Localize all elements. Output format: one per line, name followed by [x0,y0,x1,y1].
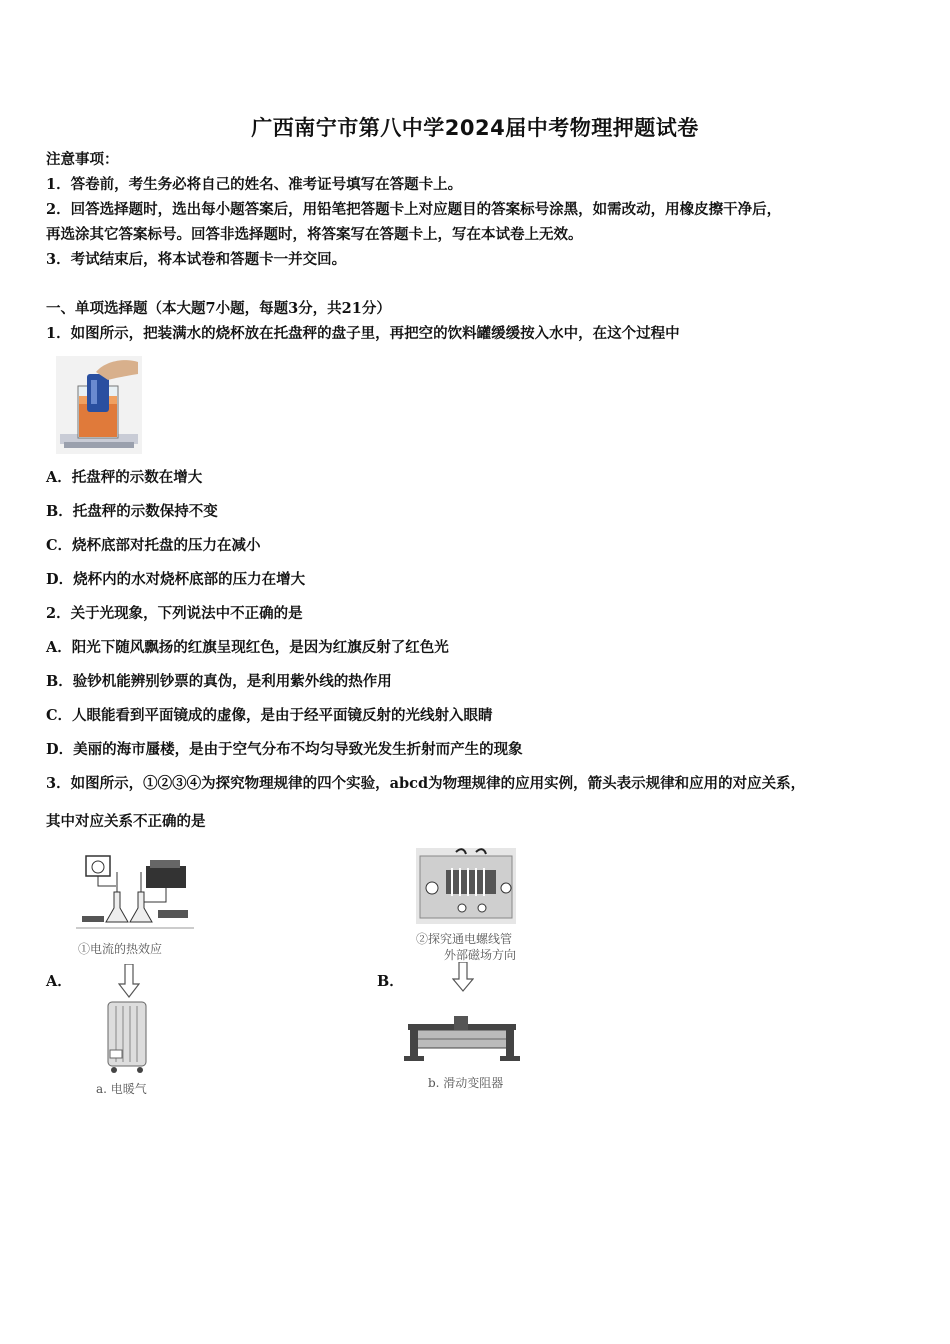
notice-item-2: 2．回答选择题时，选出每小题答案后，用铅笔把答题卡上对应题目的答案标号涂黑，如需改动，用橡皮擦干净后， [46,201,782,218]
q2-option-c: C．人眼能看到平面镜成的虚像，是由于经平面镜反射的光线射入眼睛 [46,707,493,724]
notice-heading: 注意事项： [46,151,119,168]
section-heading: 一、单项选择题（本大题7小题，每题3分，共21分） [46,300,391,317]
q3-fig-b-top-caption-1: ②探究通电螺线管 [416,932,513,946]
q1-stem: 1．如图所示，把装满水的烧杯放在托盘秤的盘子里，再把空的饮料罐缓缓按入水中，在这个过程中 [46,325,680,342]
q2-stem: 2．关于光现象，下列说法中不正确的是 [46,605,303,622]
q3-stem-line1: 3．如图所示，①②③④为探究物理规律的四个实验，abcd为物理规律的应用实例，箭头表示规律和应用的对应关系， [46,775,806,792]
q2-option-d: D．美丽的海市蜃楼，是由于空气分布不均匀导致光发生折射而产生的现象 [46,741,523,758]
page-title: 广西南宁市第八中学2024届中考物理押题试卷 [251,116,699,140]
q3-stem-line2: 其中对应关系不正确的是 [46,813,206,830]
q3-figure-b-experiment [416,848,516,924]
q1-option-a: A．托盘秤的示数在增大 [46,469,203,486]
q3-fig-b-top-caption-2: 外部磁场方向 [444,948,517,962]
q3-option-a-label: A． [46,973,72,990]
q3-figure-a-experiment [76,852,194,936]
q3-figure-a-heater [100,1000,154,1074]
arrow-down-icon [118,964,140,998]
q1-option-d: D．烧杯内的水对烧杯底部的压力在增大 [46,571,306,588]
notice-item-3: 3．考试结束后，将本试卷和答题卡一并交回。 [46,251,347,268]
q3-fig-a-top-caption: ①电流的热效应 [78,942,163,956]
q1-option-b: B．托盘秤的示数保持不变 [46,503,218,520]
notice-item-1: 1．答卷前，考生务必将自己的姓名、准考证号填写在答题卡上。 [46,176,463,193]
q2-option-b: B．验钞机能辨别钞票的真伪，是利用紫外线的热作用 [46,673,392,690]
notice-item-2-cont: 再选涂其它答案标号。回答非选择题时，将答案写在答题卡上，写在本试卷上无效。 [46,226,583,243]
q3-option-b-label: B． [377,973,404,990]
q2-option-a: A．阳光下随风飘扬的红旗呈现红色，是因为红旗反射了红色光 [46,639,449,656]
q3-fig-a-bottom-caption: a. 电暖气 [96,1082,147,1096]
q3-figure-b-rheostat [404,1010,520,1064]
q1-beaker-figure [56,356,142,454]
q1-option-c: C．烧杯底部对托盘的压力在减小 [46,537,261,554]
arrow-down-icon [452,962,474,992]
q3-fig-b-bottom-caption: b. 滑动变阻器 [428,1076,504,1090]
